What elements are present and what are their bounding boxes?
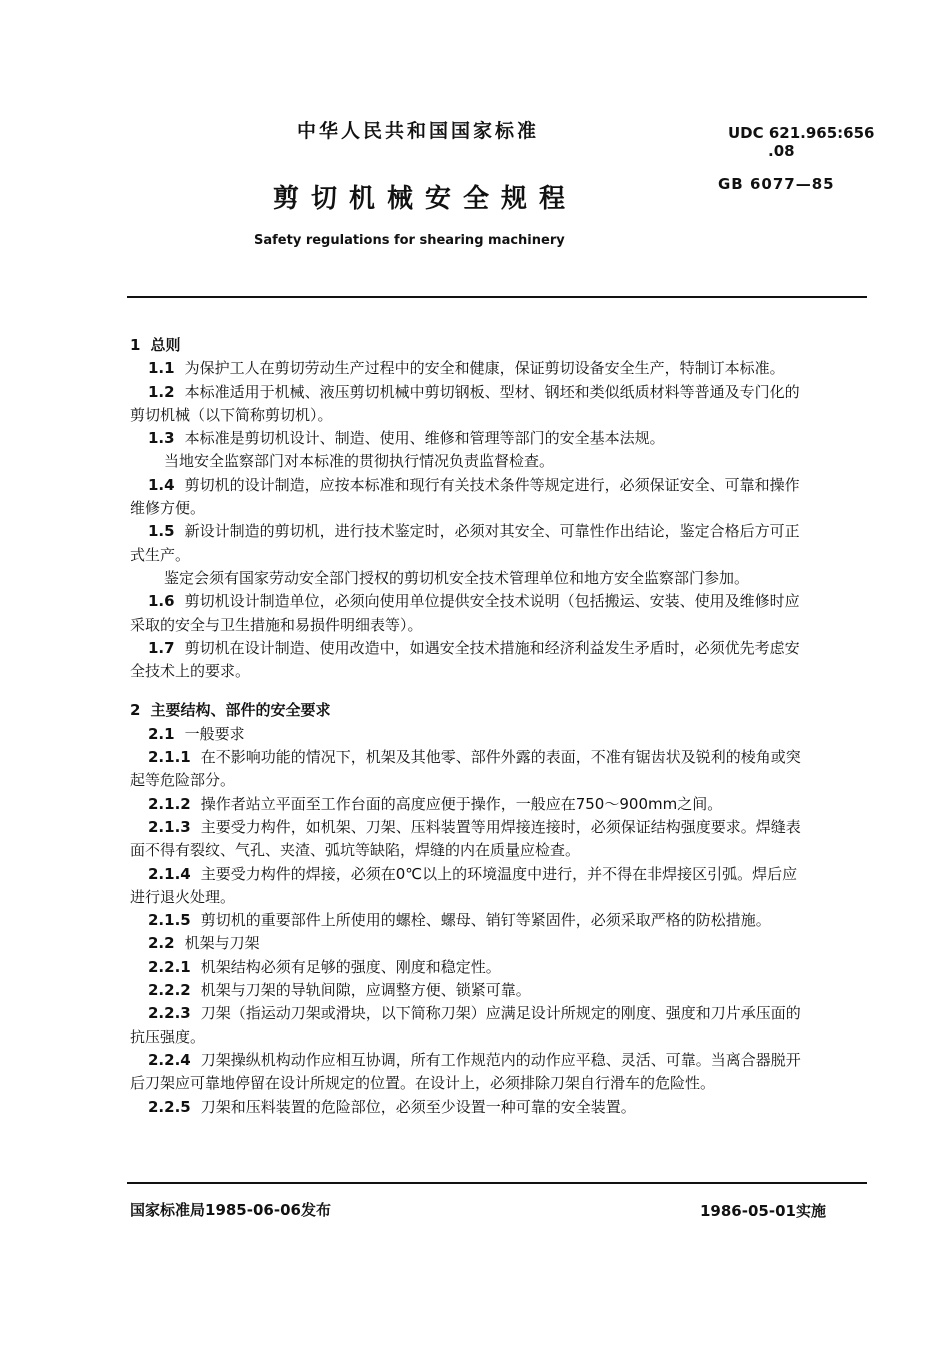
clause-number: 2.1.4 xyxy=(148,864,191,883)
clause-number: 1.5 xyxy=(148,522,175,541)
clause-number: 2.2.1 xyxy=(148,957,191,976)
clause-text: 当地安全监察部门对本标准的贯彻执行情况负责监督检查。 xyxy=(164,452,555,471)
clause-text: 主要受力构件的焊接，必须在0℃以上的环境温度中进行，并不得在非焊接区引弧。焊后应 xyxy=(200,864,798,883)
clause-number: 1 xyxy=(130,336,141,354)
paragraph-line xyxy=(130,909,870,932)
paragraph-line xyxy=(130,520,870,543)
standard-number: GB 6077—85 xyxy=(718,175,835,193)
paragraph-line xyxy=(130,381,870,404)
paragraph-line xyxy=(130,427,870,450)
paragraph-line xyxy=(130,1002,870,1025)
paragraph-line xyxy=(130,404,870,427)
clause-text: 式生产。 xyxy=(130,545,191,564)
clause-text: 本标准适用于机械、液压剪切机械中剪切钢板、型材、钢坯和类似纸质材料等普通及专门化的 xyxy=(184,382,800,401)
udc-code-line2: .08 xyxy=(768,142,795,160)
clause-number: 1.7 xyxy=(148,638,175,657)
paragraph-line xyxy=(130,683,870,693)
paragraph-line xyxy=(130,932,870,955)
clause-text: 采取的安全与卫生措施和易损件明细表等）。 xyxy=(130,615,423,634)
clause-text: 剪切机的设计制造，应按本标准和现行有关技术条件等规定进行，必须保证安全、可靠和操作 xyxy=(184,475,800,494)
paragraph-line xyxy=(130,746,870,769)
clause-text: 操作者站立平面至工作台面的高度应便于操作，一般应在750～900mm之间。 xyxy=(200,794,723,813)
clause-number: 1.4 xyxy=(148,475,175,494)
clause-number: 2.1 xyxy=(148,724,175,743)
document-body xyxy=(130,334,870,1119)
paragraph-line xyxy=(130,793,870,816)
clause-text: 机架与刀架 xyxy=(184,934,260,953)
clause-number: 2.2.5 xyxy=(148,1097,191,1116)
paragraph-line xyxy=(130,956,870,979)
paragraph-line xyxy=(130,660,870,683)
clause-number: 2.1.3 xyxy=(148,817,191,836)
clause-number: 2.2.2 xyxy=(148,981,191,1000)
clause-text: 维修方便。 xyxy=(130,499,206,518)
issue-date: 国家标准局1985-06-06发布 xyxy=(130,1201,331,1219)
clause-number: 1.2 xyxy=(148,382,175,401)
paragraph-line xyxy=(130,886,870,909)
paragraph-line xyxy=(130,839,870,862)
clause-text: 刀架和压料装置的危险部位，必须至少设置一种可靠的安全装置。 xyxy=(200,1097,636,1116)
clause-text: 机架与刀架的导轨间隙，应调整方便、锁紧可靠。 xyxy=(200,981,531,1000)
clause-number: 2.1.5 xyxy=(148,911,191,930)
paragraph-line xyxy=(130,723,870,746)
clause-number: 1.3 xyxy=(148,429,175,448)
effective-date: 1986-05-01实施 xyxy=(700,1202,826,1220)
clause-text: 后刀架应可靠地停留在设计所规定的位置。在设计上，必须排除刀架自行滑车的危险性。 xyxy=(130,1074,716,1093)
clause-text: 主要受力构件，如机架、刀架、压料装置等用焊接连接时，必须保证结构强度要求。焊缝表 xyxy=(200,817,801,836)
section-heading xyxy=(130,334,870,357)
paragraph-line xyxy=(130,357,870,380)
clause-text: 抗压强度。 xyxy=(130,1027,206,1046)
paragraph-line xyxy=(130,816,870,839)
clause-text: 起等危险部分。 xyxy=(130,771,236,790)
clause-text: 本标准是剪切机设计、制造、使用、维修和管理等部门的安全基本法规。 xyxy=(184,429,665,448)
clause-text: 为保护工人在剪切劳动生产过程中的安全和健康，保证剪切设备安全生产，特制订本标准。 xyxy=(184,359,785,378)
clause-text: 总则 xyxy=(150,336,181,354)
paragraph-line xyxy=(130,979,870,1002)
paragraph-line xyxy=(130,1049,870,1072)
paragraph-line xyxy=(130,1096,870,1119)
paragraph-line xyxy=(130,637,870,660)
paragraph-line xyxy=(130,474,870,497)
header-rule xyxy=(127,296,867,298)
clause-text: 剪切机在设计制造、使用改造中，如遇安全技术措施和经济利益发生矛盾时，必须优先考虑安 xyxy=(184,638,800,657)
paragraph-line xyxy=(130,544,870,567)
clause-text: 全技术上的要求。 xyxy=(130,662,251,681)
clause-number: 2.1.1 xyxy=(148,748,191,767)
clause-number: 2.2 xyxy=(148,934,175,953)
paragraph-line xyxy=(130,769,870,792)
clause-text: 刀架（指运动刀架或滑块，以下简称刀架）应满足设计所规定的刚度、强度和刀片承压面的 xyxy=(200,1004,801,1023)
clause-text: 面不得有裂纹、气孔、夹渣、弧坑等缺陷，焊缝的内在质量应检查。 xyxy=(130,841,581,860)
clause-number: 2.2.3 xyxy=(148,1004,191,1023)
clause-text: 主要结构、部件的安全要求 xyxy=(150,701,331,720)
paragraph-line xyxy=(130,1072,870,1095)
clause-text: 一般要求 xyxy=(184,724,245,743)
clause-text: 进行退火处理。 xyxy=(130,887,236,906)
clause-number: 2.2.4 xyxy=(148,1050,191,1069)
paragraph-line xyxy=(130,590,870,613)
section-heading xyxy=(130,699,870,722)
clause-text: 在不影响功能的情况下，机架及其他零、部件外露的表面，不准有锯齿状及锐利的棱角或突 xyxy=(200,748,801,767)
clause-text: 机架结构必须有足够的强度、刚度和稳定性。 xyxy=(200,957,501,976)
clause-number: 2.1.2 xyxy=(148,794,191,813)
english-title: Safety regulations for shearing machinery xyxy=(254,233,565,248)
clause-text: 剪切机械（以下简称剪切机）。 xyxy=(130,405,333,424)
issuer-heading: 中华人民共和国国家标准 xyxy=(297,120,540,142)
clause-text: 鉴定会须有国家劳动安全部门授权的剪切机安全技术管理单位和地方安全监察部门参加。 xyxy=(164,568,750,587)
footer-rule xyxy=(127,1182,867,1184)
paragraph-line xyxy=(130,567,870,590)
paragraph-line xyxy=(130,1026,870,1049)
clause-text: 剪切机的重要部件上所使用的螺栓、螺母、销钉等紧固件，必须采取严格的防松措施。 xyxy=(200,911,771,930)
clause-text: 刀架操纵机构动作应相互协调，所有工作规范内的动作应平稳、灵活、可靠。当离合器脱开 xyxy=(200,1050,801,1069)
clause-text: 剪切机设计制造单位，必须向使用单位提供安全技术说明（包括搬运、安装、使用及维修时应 xyxy=(184,592,800,611)
clause-number: 1.6 xyxy=(148,592,175,611)
clause-number: 1.1 xyxy=(148,359,175,378)
paragraph-line xyxy=(130,614,870,637)
paragraph-line xyxy=(130,497,870,520)
document-title: 剪切机械安全规程 xyxy=(273,184,578,214)
clause-text: 新设计制造的剪切机，进行技术鉴定时，必须对其安全、可靠性作出结论，鉴定合格后方可正 xyxy=(184,522,800,541)
paragraph-line xyxy=(130,863,870,886)
udc-code-line1: UDC 621.965:656 xyxy=(728,124,875,142)
paragraph-line xyxy=(130,450,870,473)
clause-number: 2 xyxy=(130,701,141,720)
